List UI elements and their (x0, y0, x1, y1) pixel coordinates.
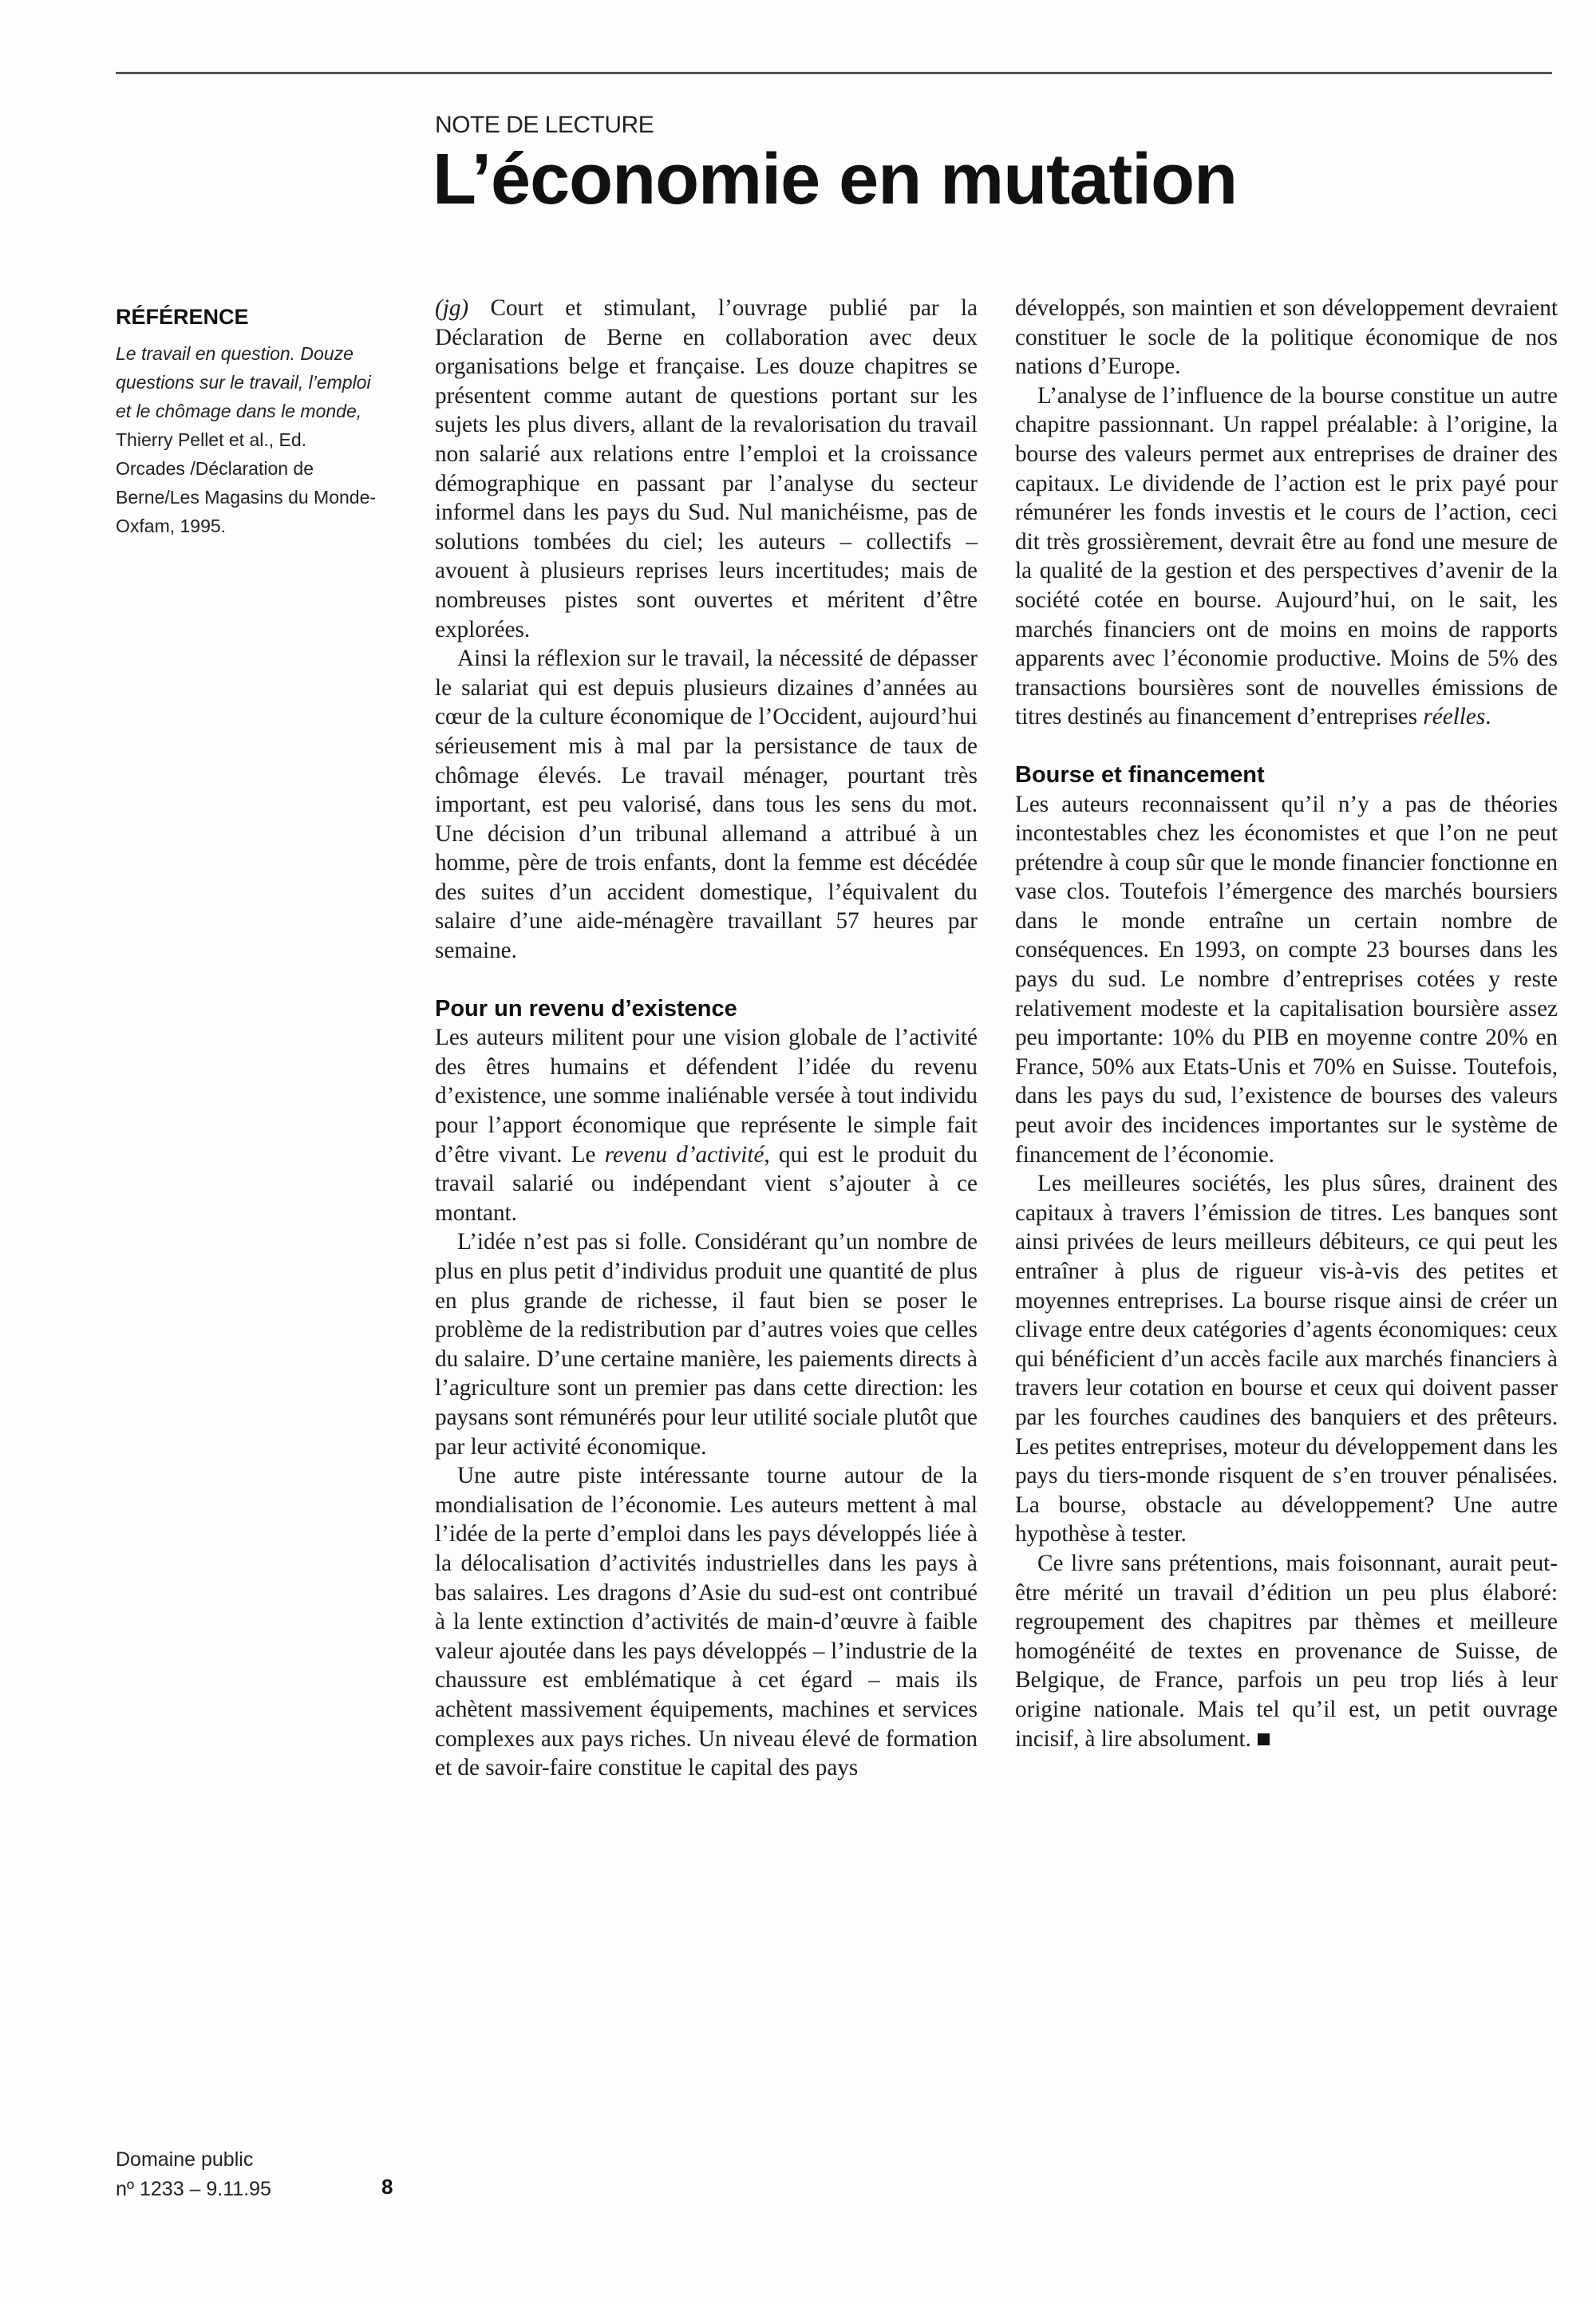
paragraph (1015, 381, 1558, 732)
reference-heading: RÉFÉRENCE (116, 305, 249, 329)
emphasis-text: revenu d’activité (604, 1141, 764, 1168)
paragraph: Une autre piste intéressante tourne autour de la mondialisation de l’économie. Les auteurs mettent à mal l’idée de la perte d’emploi dans les pays développés liée à la délocalisation d’activités industrielles dans les pays à bas salaires. Les dragons d’Asie du sud-est ont contribué à la lente extinction d’activités de main-d’œuvre à faible valeur ajoutée dans les pays développés – l’industrie de la chaussure est emblématique à cet égard – mais ils achètent massivement équipements, machines et services complexes aux pays riches. Un niveau élevé de formation et de savoir-faire constitue le capital des pays (435, 1463, 978, 1781)
paragraph-continued: développés, son maintien et son développement devraient constituer le socle de la politique économique de nos nations d’Europe. (1015, 295, 1558, 380)
author-initials: (jg) (435, 295, 469, 321)
reference-body (116, 339, 379, 540)
reference-box (116, 305, 379, 540)
paragraph-final (1015, 1549, 1558, 1753)
issue-date: nº 1233 – 9.11.95 (116, 2178, 271, 2200)
paragraph: Les meilleures sociétés, les plus sûres, drainent des capitaux à travers l’émission de titres. Les banques sont ainsi privées de leurs meilleurs débiteurs, ce qui peut les entraîner à plus de rigueur vis-à-vis des petites et moyennes entreprises. La bourse risque ainsi de créer un clivage entre deux catégories d’agents économiques: ceux qui bénéficient d’un accès facile aux marchés financiers à travers leur cotation en bourse et ceux qui doivent passer par les fourches caudines des banquiers et des prêteurs. Les petites entreprises, moteur du développement dans les pays du tiers-monde risquent de s’en trouver pénalisées. La bourse, obstacle au développement? Une autre hypothèse à tester. (1015, 1171, 1558, 1547)
end-of-article-mark (1258, 1733, 1270, 1745)
article-title: L’économie en mutation (433, 140, 1238, 219)
reference-details: Thierry Pellet et al., Ed. Orcades /Déclaration de Berne/Les Magasins du Monde-Oxfam, 1995. (116, 429, 377, 536)
publication-name: Domaine public (116, 2148, 254, 2171)
emphasis-text: réelles (1423, 704, 1486, 730)
paragraph: Ainsi la réflexion sur le travail, la nécessité de dépasser le salariat qui est depuis plusieurs dizaines d’années au cœur de la culture économique de l’Occident, aujourd’hui sérieusement mis à mal par la persistance de taux de chômage élevés. Le travail ménager, pourtant très important, est peu valorisé, dans tous les sens du mot. Une décision d’un tribunal allemand a attribué à un homme, père de trois enfants, dont la femme est décédée des suites d’un accident domestique, l’équivalent du salaire d’une aide-ménagère travaillant 57 heures par semaine. (435, 646, 978, 964)
paragraph-text: , qui est le produit du travail salarié ou indépendant vient s’ajouter à ce montant. (435, 1141, 978, 1226)
subheading-revenu: Pour un revenu d’existence (435, 995, 737, 1022)
section-kicker: NOTE DE LECTURE (435, 112, 654, 138)
article-column-1 (435, 294, 978, 1783)
paragraph: L’idée n’est pas si folle. Considérant qu’un nombre de plus en plus petit d’individus produit une quantité de plus en plus grande de richesse, il faut bien se poser le problème de la redistribution par d’autres voies que celles du salaire. D’une certaine manière, les paiements directs à l’agriculture sont un premier pas dans cette direction: les paysans sont rémunérés pour leur utilité sociale plutôt que par leur activité économique. (435, 1229, 978, 1460)
footer (116, 2145, 403, 2204)
article-column-2 (1015, 294, 1558, 1753)
paragraph-text: Ce livre sans prétentions, mais foisonnant, aurait peut-être mérité un travail d’édition un peu plus élaboré: regroupement des chapitres par thèmes et meilleure homogénéité de textes en provenance de Suisse, de Belgique, de France, parfois un peu trop liés à leur origine nationale. Mais tel qu’il est, un petit ouvrage incisif, à lire absolument. (1015, 1550, 1558, 1752)
paragraph-intro (435, 294, 978, 644)
paragraph-text: . (1485, 704, 1491, 730)
page-number: 8 (381, 2175, 393, 2199)
paragraph: Les auteurs reconnaissent qu’il n’y a pas de théories incontestables chez les économistes et que l’on ne peut prétendre à coup sûr que le monde financier fonctionne en vase clos. Toutefois l’émergence des marchés boursiers dans le monde entraîne un certain nombre de conséquences. En 1993, on compte 23 bourses dans les pays du sud. Le nombre d’entreprises cotées y reste relativement modeste et la capitalisation boursière assez peu importante: 10% du PIB en moyenne contre 20% en France, 50% aux Etats-Unis et 70% en Suisse. Toutefois, dans les pays du sud, l’existence de bourses des valeurs peut avoir des incidences importantes sur le système de financement de l’économie. (1015, 791, 1558, 1168)
reference-book-title: Le travail en question. Douze questions sur le travail, l’emploi et le chômage dans le monde, (116, 343, 371, 421)
paragraph-text: L’analyse de l’influence de la bourse constitue un autre chapitre passionnant. Un rappel préalable: à l’origine, la bourse des valeurs permet aux entreprises de drainer des capitaux. Le dividende de l’action est le prix payé pour rémunérer les fonds investis et le cours de l’action, ceci dit très grossièrement, devrait être au fond une mesure de la qualité de la gestion et des perspectives d’avenir de la société cotée en bourse. Aujourd’hui, on le sait, les marchés financiers ont de moins en moins de rapports apparents avec l’économie productive. Moins de 5% des transactions boursières sont de nouvelles émissions de titres destinés au financement d’entreprises (1015, 382, 1558, 730)
top-rule (116, 72, 1552, 74)
paragraph-text: Court et stimulant, l’ouvrage publié par la Déclaration de Berne en collaboration avec deux organisations belge et française. Les douze chapitres se présentent comme autant de questions portant sur les sujets les plus divers, allant de la revalorisation du travail non salarié aux relations entre l’emploi et la croissance démographique en passant par l’analyse du secteur informel dans les pays du Sud. Nul manichéisme, pas de solutions tombées du ciel; les auteurs – collectifs – avouent à plusieurs reprises leurs incertitudes; mais de nombreuses pistes sont ouvertes et méritent d’être explorées. (435, 295, 978, 642)
paragraph (435, 1023, 978, 1227)
subheading-bourse: Bourse et financement (1015, 761, 1265, 788)
paragraph-text: Les auteurs militent pour une vision globale de l’activité des êtres humains et défendent l’idée du revenu d’existence, une somme inaliénable versée à tout individu pour l’apport économique que représente le simple fait d’être vivant. Le (435, 1025, 978, 1168)
